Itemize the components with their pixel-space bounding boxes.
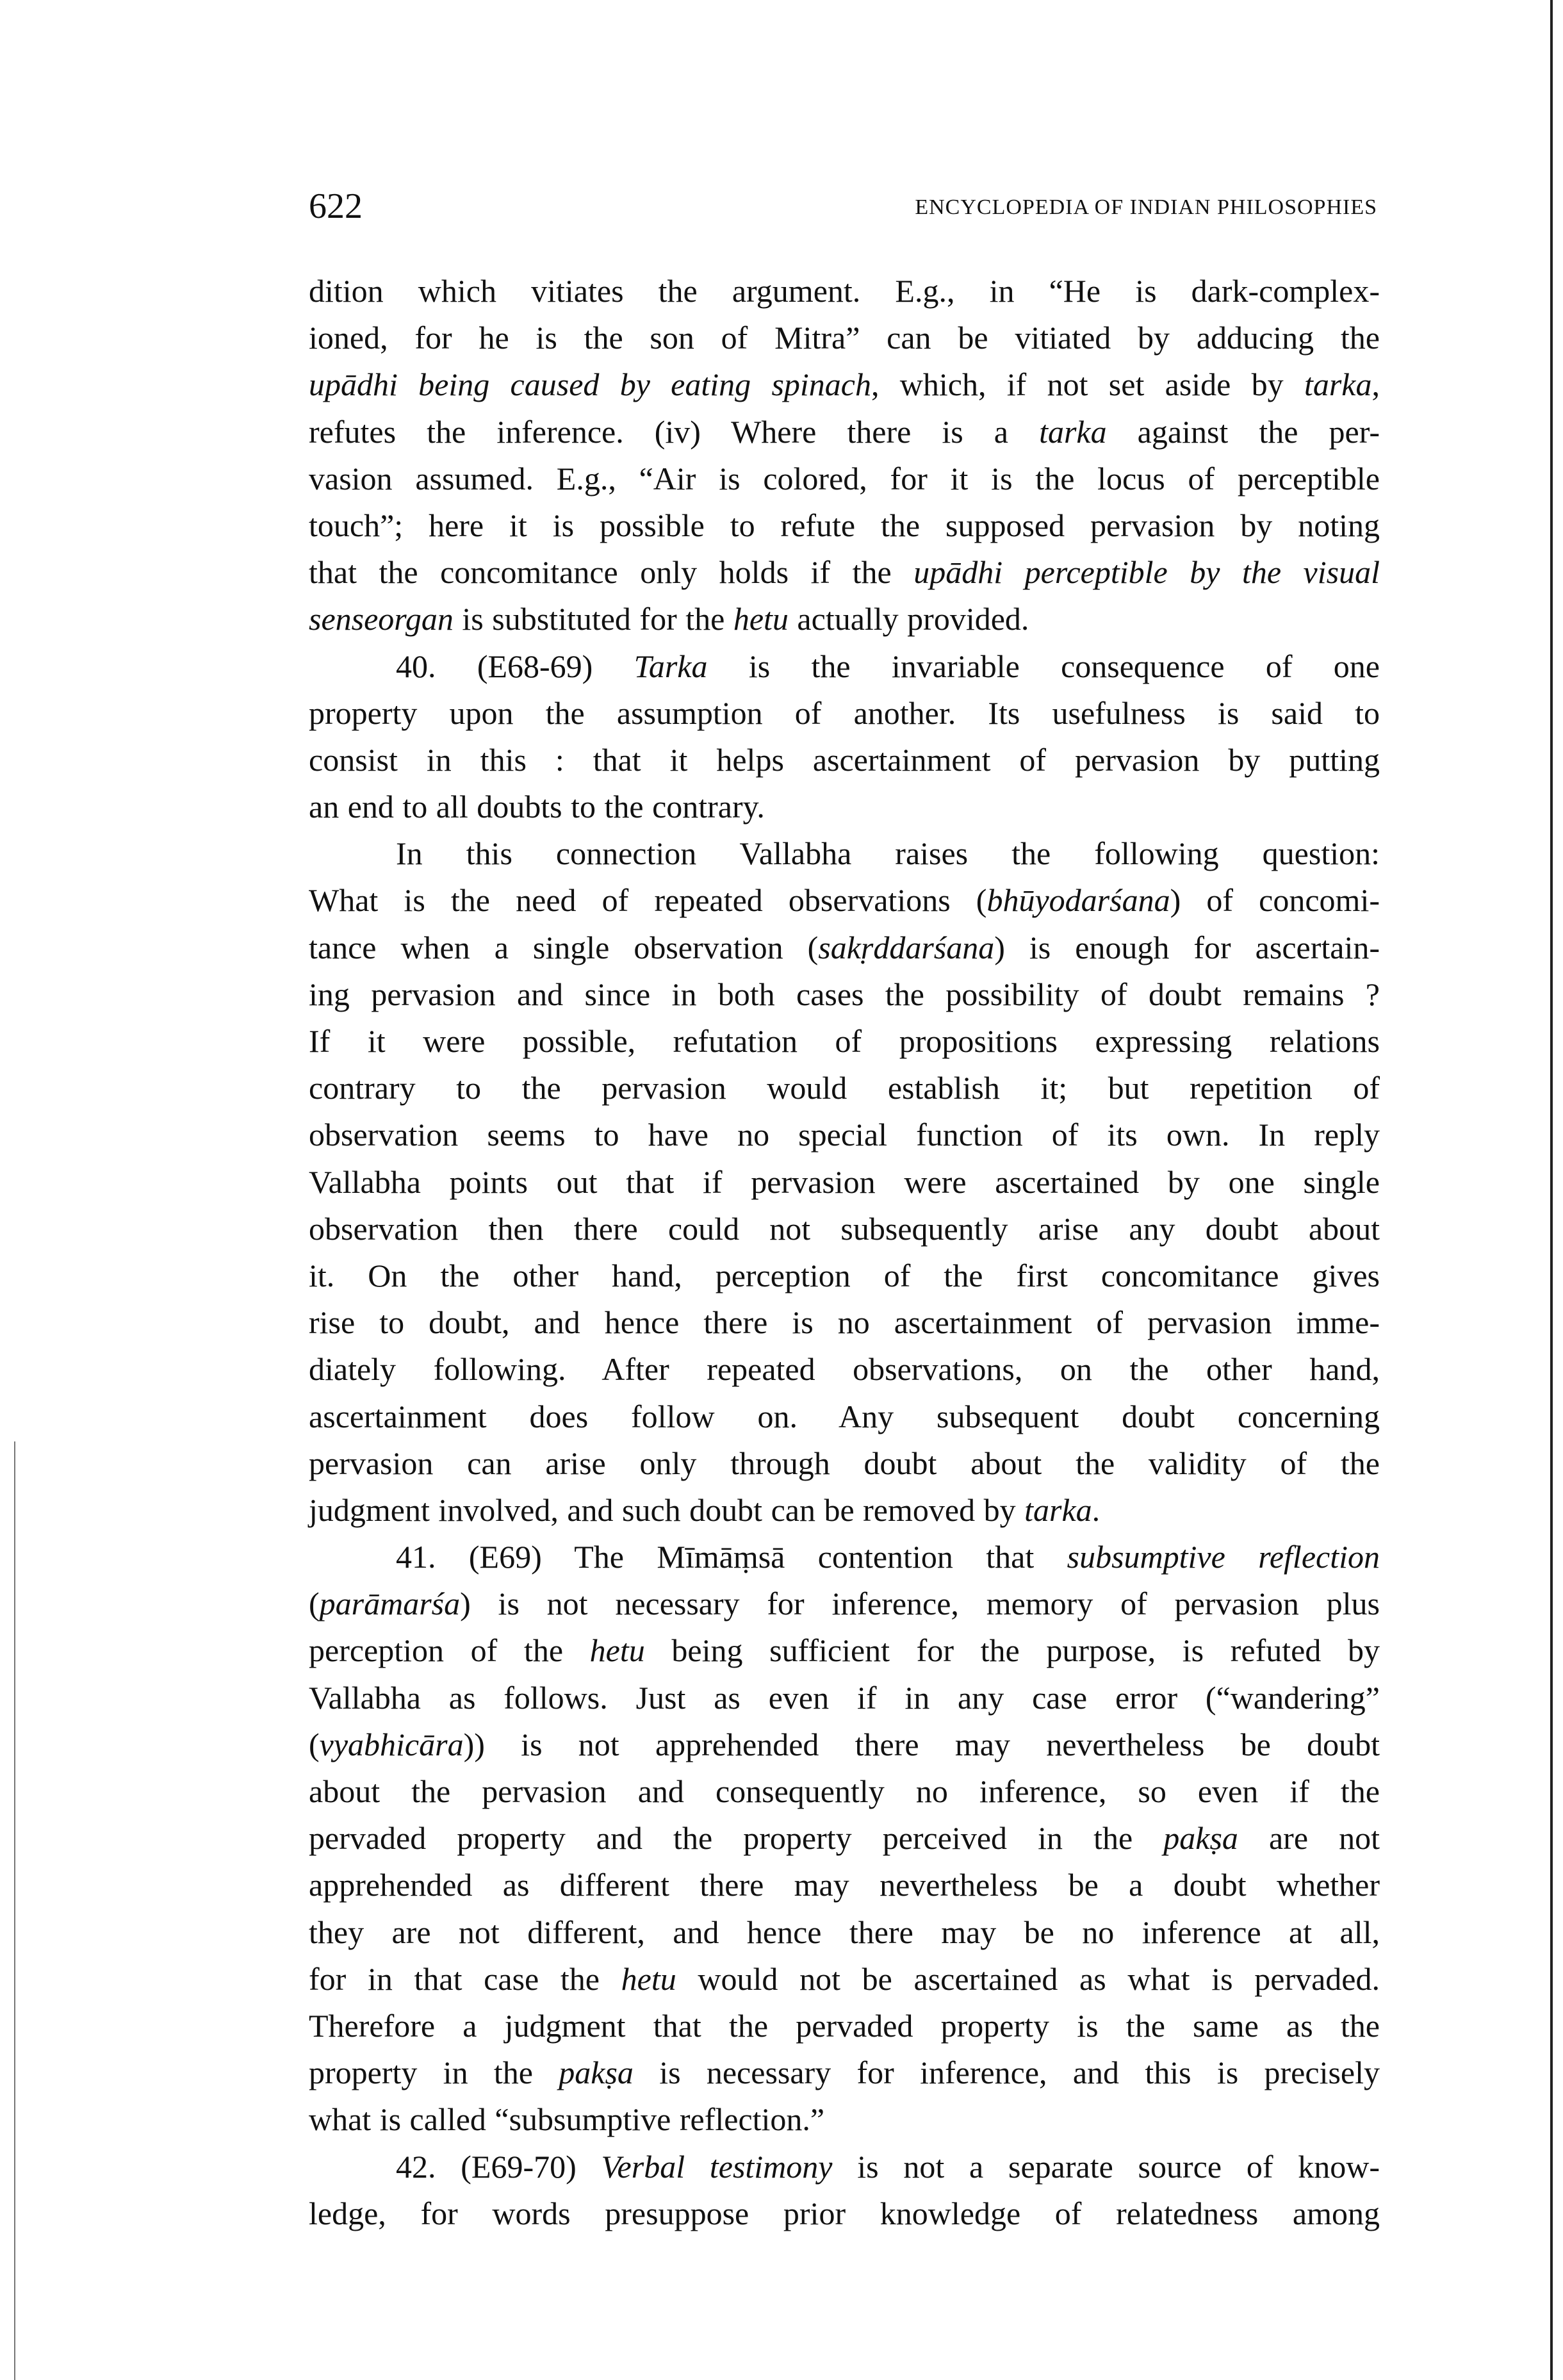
text-segment: perception of the: [309, 1632, 590, 1669]
text-segment: 40. (E68-69): [396, 648, 634, 684]
italic-term: parāmarśa: [319, 1586, 461, 1622]
text-segment: is the invariable consequence of one: [707, 648, 1380, 684]
italic-term: pakṣa: [559, 2055, 634, 2091]
text-line: [309, 737, 1380, 784]
text-line: [309, 830, 1380, 877]
text-segment: tance when a single observation (: [309, 929, 819, 965]
text-segment: contrary to the pervasion would establish it; but repetition of: [309, 1070, 1380, 1106]
text-line: [309, 1909, 1380, 1956]
italic-term: Verbal testimony: [601, 2148, 833, 2185]
text-line: [309, 1252, 1380, 1299]
text-segment: being sufficient for the purpose, is refuted by: [644, 1632, 1380, 1669]
text-line: [309, 1534, 1380, 1580]
page-edge-line: [1550, 0, 1553, 2380]
text-segment: observation seems to have no special function of its own. In reply: [309, 1117, 1380, 1153]
text-line: [309, 2190, 1380, 2237]
text-segment: is substituted for the: [453, 601, 733, 637]
text-segment: ) of concomi-: [1170, 882, 1380, 919]
text-segment: , which, if not set aside by: [871, 366, 1304, 403]
text-segment: ,: [1371, 366, 1380, 403]
text-line: [309, 2096, 1380, 2143]
text-line: [309, 877, 1380, 924]
italic-term: tarka: [1039, 413, 1107, 450]
text-segment: is necessary for inference, and this is precisely: [633, 2055, 1380, 2091]
text-segment: actually provided.: [788, 601, 1029, 637]
text-line: [309, 1065, 1380, 1112]
text-segment: dition which vitiates the argument. E.g., in “He is dark-complex-: [309, 273, 1380, 309]
text-segment: In this connection Vallabha raises the following question:: [396, 835, 1380, 872]
text-segment: pervasion can arise only through doubt about the validity of the: [309, 1445, 1380, 1481]
text-line: [309, 924, 1380, 971]
text-line: [309, 409, 1380, 455]
text-line: [309, 2049, 1380, 2096]
text-line: [309, 1627, 1380, 1674]
text-line: [309, 1346, 1380, 1393]
text-segment: it. On the other hand, perception of the first concomitance gives: [309, 1257, 1380, 1293]
italic-term: hetu: [621, 1960, 676, 1997]
text-line: [309, 1018, 1380, 1065]
text-segment: is not a separate source of know-: [832, 2148, 1380, 2185]
text-line: [309, 1393, 1380, 1440]
text-segment: refutes the inference. (iv) Where there is a: [309, 413, 1040, 450]
text-segment: ) is enough for ascertain-: [994, 929, 1380, 965]
text-segment: Vallabha as follows. Just as even if in any case error (“wandering”: [309, 1679, 1380, 1716]
text-line: [309, 1487, 1380, 1534]
text-segment: would not be ascertained as what is pervaded.: [676, 1960, 1380, 1997]
text-segment: (: [309, 1726, 320, 1762]
text-line: [309, 1440, 1380, 1487]
text-line: [309, 1675, 1380, 1721]
text-line: [309, 690, 1380, 737]
text-segment: ) is not necessary for inference, memory of pervasion plus: [460, 1586, 1380, 1622]
text-segment: ing pervasion and since in both cases the possibility of doubt remains ?: [309, 976, 1380, 1012]
text-segment: consist in this : that it helps ascertainment of pervasion by putting: [309, 741, 1380, 778]
text-segment: 42. (E69-70): [396, 2148, 601, 2185]
text-segment: )) is not apprehended there may nevertheless be doubt: [463, 1726, 1380, 1762]
text-segment: ioned, for he is the son of Mitra” can be vitiated by adducing the: [309, 320, 1380, 356]
running-head: ENCYCLOPEDIA OF INDIAN PHILOSOPHIES: [915, 195, 1377, 219]
italic-term: upādhi being caused by eating spinach: [309, 366, 871, 403]
text-segment: they are not different, and hence there may be no inference at all,: [309, 1914, 1380, 1950]
text-line: [309, 643, 1380, 690]
italic-term: hetu: [733, 601, 789, 637]
text-line: [309, 361, 1380, 408]
italic-term: senseorgan: [309, 601, 454, 637]
text-line: [309, 1580, 1380, 1627]
text-line: [309, 502, 1380, 549]
text-segment: pervaded property and the property perceived in the: [309, 1820, 1164, 1857]
text-segment: If it were possible, refutation of propositions expressing relations: [309, 1023, 1380, 1059]
text-line: [309, 1112, 1380, 1158]
italic-term: hetu: [589, 1632, 645, 1669]
text-segment: for in that case the: [309, 1960, 621, 1997]
scan-margin-mark: [14, 1441, 15, 2380]
italic-term: sakṛddarśana: [818, 929, 995, 965]
text-line: [309, 1299, 1380, 1346]
text-line: [309, 315, 1380, 361]
text-line: [309, 1206, 1380, 1252]
text-segment: are not: [1238, 1820, 1380, 1857]
italic-term: vyabhicāra: [319, 1726, 464, 1762]
text-segment: judgment involved, and such doubt can be removed by: [309, 1491, 1025, 1528]
body-text: [309, 268, 1380, 2237]
text-line: [309, 2144, 1380, 2190]
text-segment: about the pervasion and consequently no inference, so even if the: [309, 1773, 1380, 1809]
text-segment: vasion assumed. E.g., “Air is colored, for it is the locus of perceptible: [309, 460, 1380, 497]
text-segment: property in the: [309, 2055, 559, 2091]
text-line: [309, 1815, 1380, 1862]
italic-term: Tarka: [634, 648, 708, 684]
text-line: [309, 1862, 1380, 1908]
text-line: [309, 971, 1380, 1018]
text-segment: rise to doubt, and hence there is no ascertainment of pervasion imme-: [309, 1304, 1380, 1341]
text-line: [309, 549, 1380, 596]
text-segment: What is the need of repeated observations (: [309, 882, 987, 919]
text-line: [309, 784, 1380, 830]
text-line: [309, 1956, 1380, 2003]
text-segment: against the per-: [1106, 413, 1380, 450]
text-segment: (: [309, 1586, 320, 1622]
text-line: [309, 1768, 1380, 1815]
text-segment: property upon the assumption of another. Its usefulness is said to: [309, 694, 1380, 731]
page-number: 622: [309, 186, 363, 226]
text-segment: ascertainment does follow on. Any subsequent doubt concerning: [309, 1398, 1380, 1434]
text-line: [309, 1721, 1380, 1768]
text-segment: that the concomitance only holds if the: [309, 554, 914, 591]
italic-term: bhūyodarśana: [986, 882, 1170, 919]
text-segment: Therefore a judgment that the pervaded property is the same as the: [309, 2007, 1380, 2044]
text-segment: ledge, for words presuppose prior knowledge of relatedness among: [309, 2195, 1380, 2231]
text-segment: observation then there could not subsequently arise any doubt about: [309, 1210, 1380, 1247]
italic-term: subsumptive reflection: [1067, 1539, 1380, 1575]
text-line: [309, 596, 1380, 643]
text-line: [309, 2003, 1380, 2049]
italic-term: tarka: [1024, 1491, 1092, 1528]
text-line: [309, 1159, 1380, 1206]
italic-term: upādhi perceptible by the visual: [913, 554, 1380, 591]
italic-term: pakṣa: [1163, 1820, 1238, 1857]
italic-term: tarka: [1304, 366, 1372, 403]
text-segment: 41. (E69) The Mīmāṃsā contention that: [396, 1539, 1067, 1575]
text-segment: an end to all doubts to the contrary.: [309, 789, 765, 825]
text-segment: diately following. After repeated observations, on the other hand,: [309, 1351, 1380, 1388]
text-segment: Vallabha points out that if pervasion were ascertained by one single: [309, 1163, 1380, 1200]
text-segment: apprehended as different there may nevertheless be a doubt whether: [309, 1867, 1380, 1903]
text-segment: .: [1092, 1491, 1101, 1528]
text-line: [309, 268, 1380, 315]
text-line: [309, 455, 1380, 502]
text-segment: what is called “subsumptive reflection.”: [309, 2101, 825, 2138]
text-segment: touch”; here it is possible to refute the supposed pervasion by noting: [309, 507, 1380, 543]
